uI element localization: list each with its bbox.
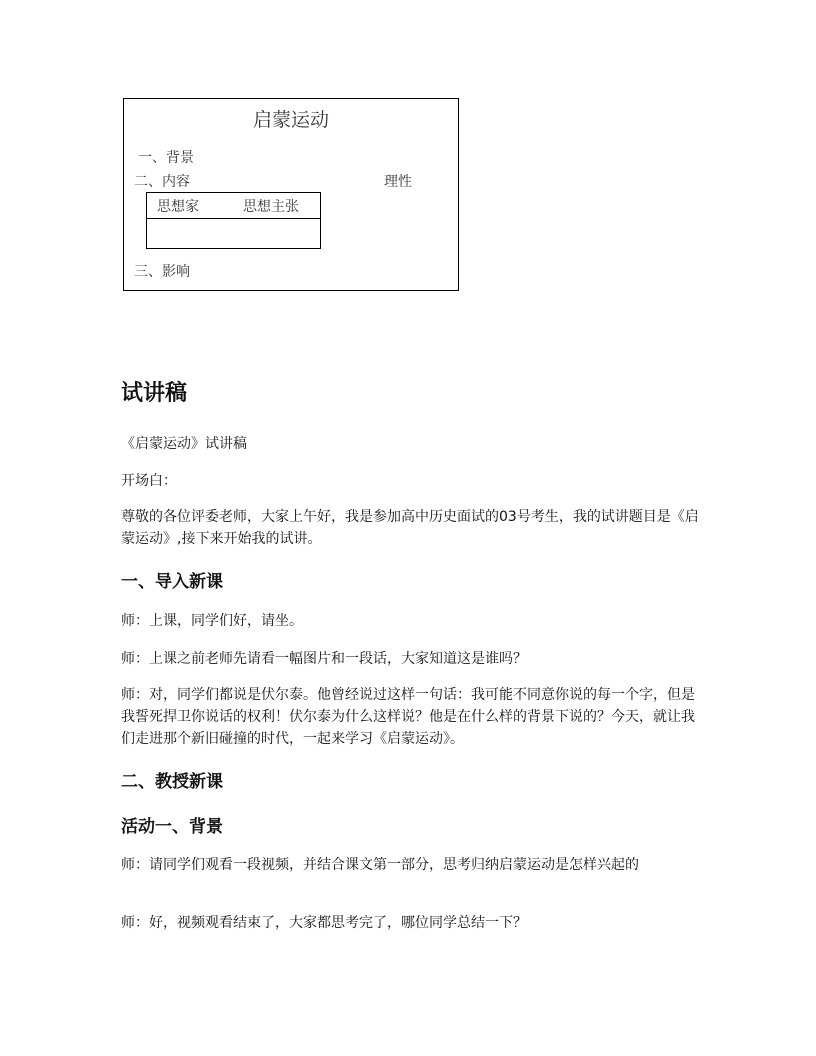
paragraph: 师：对，同学们都说是伏尔泰。他曾经说过这样一句话：我可能不同意你说的每一个字，但是我誓死捍卫你说话的权利！伏尔泰为什么这样说？他是在什么样的背景下说的？今天，就让我们走进那个新旧碰撞的时代，一起来学习《启蒙运动》。 [121,687,695,747]
paragraph: 师：上课，同学们好，请坐。 [121,613,303,629]
blackboard-design-image [123,98,459,291]
blackboard-item-background: 一、背景 [138,150,194,166]
document-title: 试讲稿 [121,381,188,406]
table-col-thinker: 思想家 [157,199,199,215]
opening-paragraph: 尊敬的各位评委老师，大家上午好，我是参加高中历史面试的03号考生，我的试讲题目是《启蒙运动》,接下来开始我的试讲。 [121,509,699,547]
blackboard-side-note: 理性 [384,174,412,190]
blackboard-table-header [147,193,320,219]
opening-label: 开场白： [121,473,177,489]
paragraph: 师：请同学们观看一段视频，并结合课文第一部分，思考归纳启蒙运动是怎样兴起的 [121,857,639,873]
table-col-ideas: 思想主张 [243,199,299,215]
blackboard-item-impact: 三、影响 [134,264,190,280]
paragraph: 师：上课之前老师先请看一幅图片和一段话，大家知道这是谁吗？ [121,651,527,667]
document-subtitle: 《启蒙运动》试讲稿 [121,436,247,452]
section-heading-teaching: 二、教授新课 [121,772,223,792]
paragraph: 师：好，视频观看结束了，大家都思考完了，哪位同学总结一下？ [121,915,527,931]
blackboard-title: 启蒙运动 [252,109,329,131]
section-heading-intro: 一、导入新课 [121,572,223,592]
blackboard-table [146,192,321,249]
blackboard-item-content: 二、内容 [134,174,190,190]
activity-heading: 活动一、背景 [121,817,223,837]
